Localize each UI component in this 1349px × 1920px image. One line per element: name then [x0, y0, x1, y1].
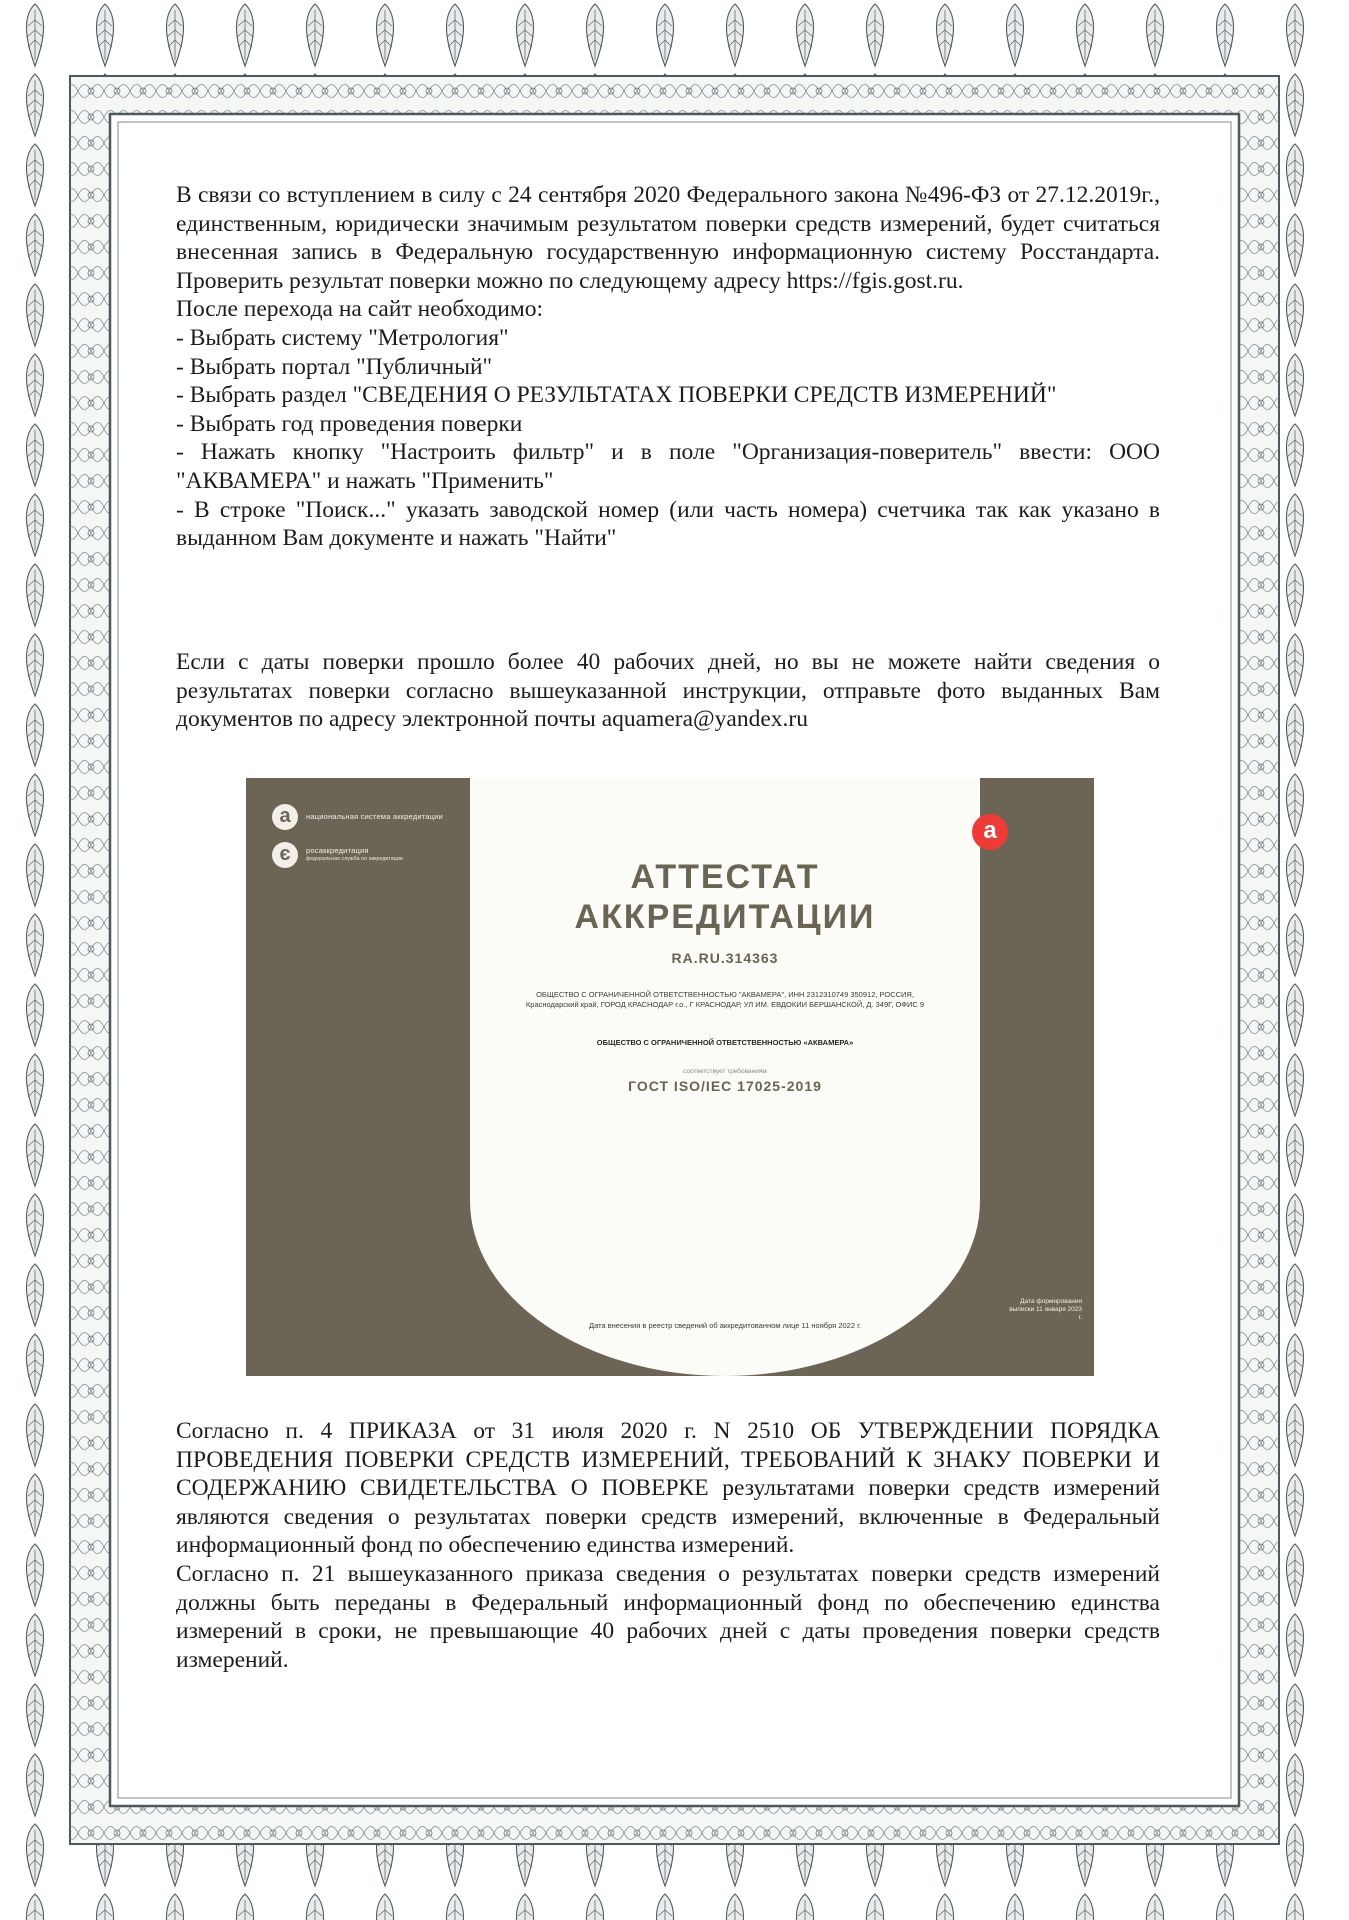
- instruction-line: - Нажать кнопку "Настроить фильтр" и в поле "Организация-поверитель" ввести: ООО "АКВАМЕРА" и нажать "Применить": [176, 439, 1160, 494]
- instructions-block: [176, 181, 1160, 553]
- certificate-organization-short: ОБЩЕСТВО С ОГРАНИЧЕННОЙ ОТВЕТСТВЕННОСТЬЮ «АКВАМЕРА»: [596, 1038, 854, 1047]
- instruction-line: - Выбрать год проведения поверки: [176, 410, 523, 437]
- certificate-number: RA.RU.314363: [671, 950, 779, 966]
- certificate-title-line2: АККРЕДИТАЦИИ: [574, 898, 876, 936]
- nsa-logo-text: национальная система аккредитации: [306, 812, 443, 821]
- contact-paragraph: Если с даты поверки прошло более 40 рабочих дней, но вы не можете найти сведения о результатах поверки согласно вышеуказанной инструкции, отправьте фото выданных Вам документов по адресу электронной почты aquamera@yandex.ru: [176, 649, 1160, 733]
- instruction-line: - В строке "Поиск..." указать заводской номер (или часть номера) счетчика так как указано в выданном Вам документе и нажать "Найти": [176, 496, 1160, 552]
- certificate-registry-date: Дата внесения в реестр сведений об аккредитованном лице 11 ноября 2022 г.: [588, 1321, 861, 1330]
- certificate-organization: ОБЩЕСТВО С ОГРАНИЧЕННОЙ ОТВЕТСТВЕННОСТЬЮ "АКВАМЕРА", ИНН 2312310749 350912, РОССИЯ, Краснодарский край, ГОРОД КРАСНОДАР г.о., Г КРАСНОДАР, УЛ ИМ. ЕВДОКИИ БЕРШАНСКОЙ, Д. 349Г, ОФИС 9: [525, 990, 925, 1009]
- rosaccreditation-logo-sub: федеральная служба по аккредитации: [306, 856, 403, 862]
- certificate-title-line1: АТТЕСТАТ: [630, 858, 820, 896]
- certificate-standard: ГОСТ ISO/IEC 17025-2019: [628, 1078, 822, 1094]
- legal-reference-block: [176, 1417, 1160, 1674]
- instruction-line: - Выбрать систему "Метрология": [176, 324, 509, 351]
- certificate-formation-date: Дата формирования выписки 11 января 2023 г.: [1009, 1298, 1082, 1321]
- legal-paragraph-1: Согласно п. 4 ПРИКАЗА от 31 июля 2020 г. N 2510 ОБ УТВЕРЖДЕНИИ ПОРЯДКА ПРОВЕДЕНИЯ ПОВЕРКИ СРЕДСТВ ИЗМЕРЕНИЙ, ТРЕБОВАНИЙ К ЗНАКУ ПОВЕРКИ И СОДЕРЖАНИЮ СВИДЕТЕЛЬСТВА О ПОВЕРКЕ результатами поверки средств измерений являются сведения о результатах поверки средств измерений, включенные в Федеральный информационный фонд по обеспечению единства измерений.: [176, 1418, 1160, 1559]
- nsa-logo: [272, 804, 462, 830]
- accreditation-logo-icon: a: [272, 804, 298, 830]
- instruction-line: - Выбрать раздел "СВЕДЕНИЯ О РЕЗУЛЬТАТАХ ПОВЕРКИ СРЕДСТВ ИЗМЕРЕНИЙ": [176, 382, 1057, 409]
- rosaccreditation-logo: [272, 842, 462, 868]
- instruction-line: - Выбрать портал "Публичный": [176, 353, 493, 380]
- intro-paragraph: В связи со вступлением в силу с 24 сентября 2020 Федерального закона №496-ФЗ от 27.12.2019г., единственным, юридически значимым результатом поверки средств измерений, будет считаться внесенная запись в Федеральную государственную информационную систему Росстандарта. Проверить результат поверки можно по следующему адресу https://fgis.gost.ru.: [176, 182, 1160, 294]
- instruction-line: После перехода на сайт необходимо:: [176, 296, 544, 323]
- red-a-logo-icon: a: [972, 814, 1008, 850]
- rosaccreditation-logo-text: росаккредитация: [306, 846, 369, 855]
- legal-paragraph-2: Согласно п. 21 вышеуказанного приказа сведения о результатах поверки средств измерений должны быть переданы в Федеральный информационный фонд по обеспечению единства измерений в сроки, не превышающие 40 рабочих дней с даты проведения поверки средств измерений.: [176, 1560, 1160, 1673]
- certificate-left-panel: [272, 804, 462, 880]
- contact-block: [176, 648, 1160, 734]
- rosaccreditation-logo-icon: є: [272, 842, 298, 868]
- accreditation-certificate-image: [246, 778, 1094, 1376]
- certificate-requirements-label: соответствует требованиям: [683, 1068, 767, 1075]
